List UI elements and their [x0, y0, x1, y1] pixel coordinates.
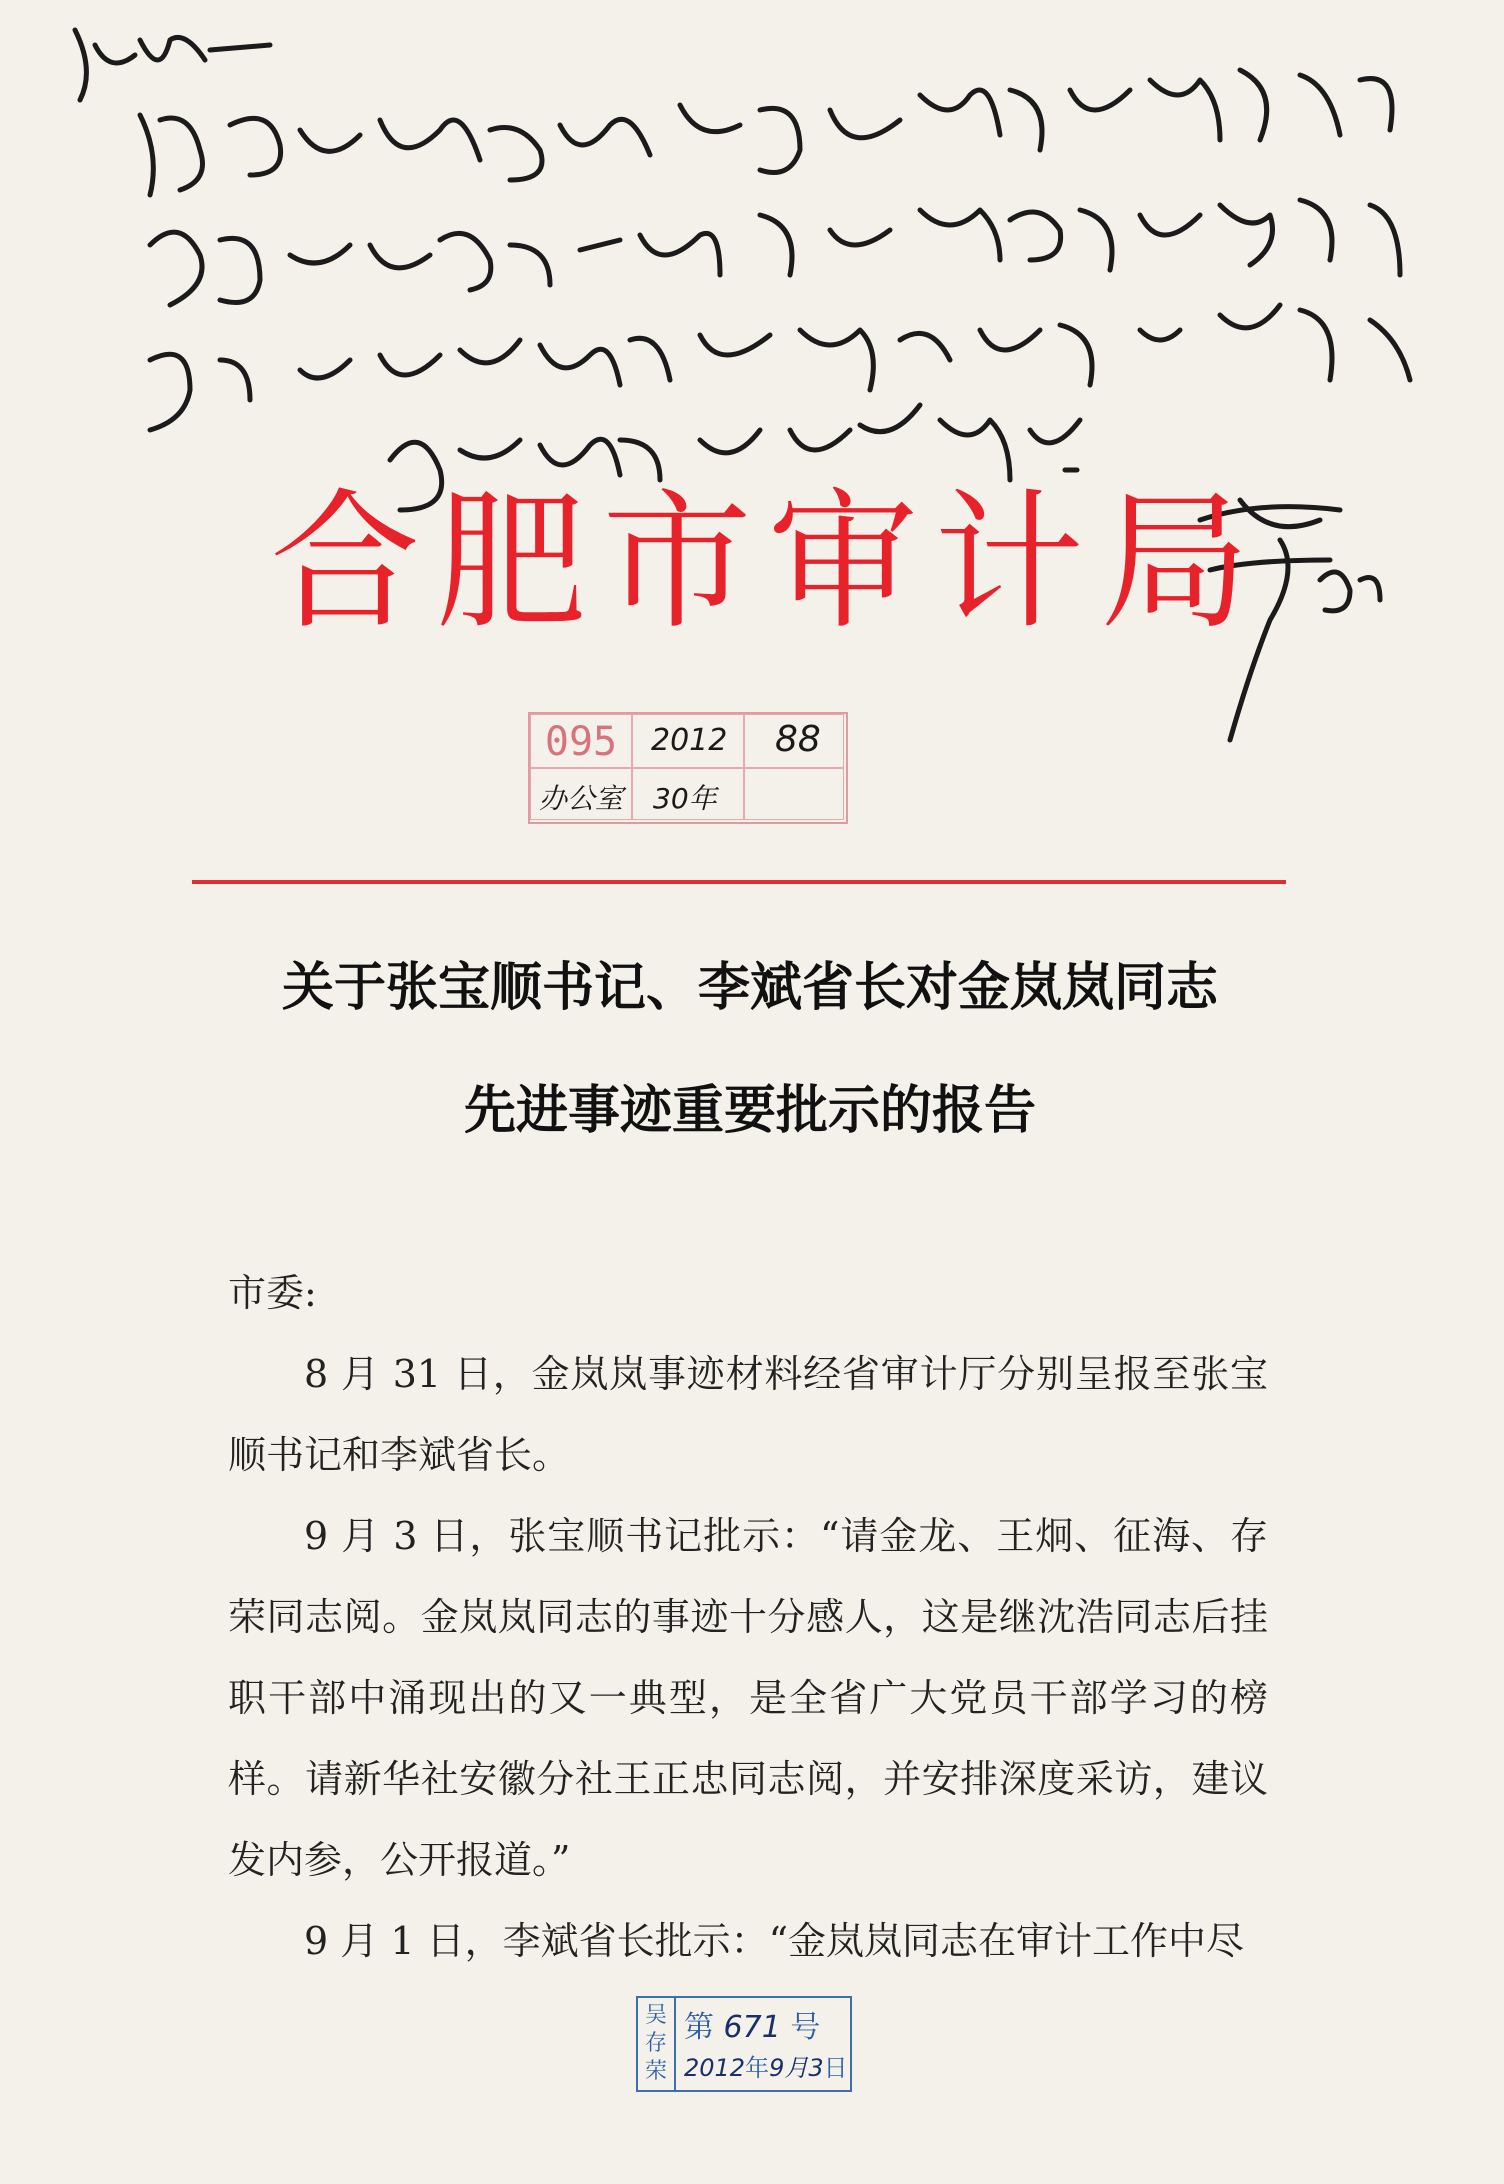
archive-number: 671 — [723, 2010, 781, 2045]
archive-date-year: 2012 — [684, 2054, 746, 2082]
archive-day-unit: 日 — [823, 2054, 848, 2082]
letterhead-char: 市 — [602, 476, 753, 650]
archive-suffix: 号 — [790, 2010, 821, 2045]
archive-date-md: 9月3 — [769, 2054, 824, 2082]
archive-stamp-side-label: 吴存荣 — [638, 1998, 676, 2090]
body-paragraph: 9 月 3 日，张宝顺书记批示：“请金龙、王炯、征海、存荣同志阅。金岚岚同志的事迹十分感人，这是继沈浩同志后挂职干部中涌现出的又一典型，是全省广大党员干部学习的榜样。请新华社安徽分社王正忠同志阅，并安排深度采访，建议发内参，公开报道。” — [228, 1514, 1268, 1882]
receipt-year-cell — [632, 714, 744, 768]
archive-stamp — [636, 1996, 852, 2092]
salutation: 市委: — [228, 1271, 317, 1315]
letterhead-char: 肥 — [436, 476, 587, 650]
receipt-office: 办公室 — [539, 782, 624, 815]
letterhead-char: 局 — [1100, 476, 1251, 650]
archive-year-unit: 年 — [745, 2054, 770, 2082]
receipt-stamp — [528, 712, 848, 824]
body-paragraph: 8 月 31 日，金岚岚事迹材料经省审计厅分别呈报至张宝顺书记和李斌省长。 — [228, 1352, 1268, 1477]
body-paragraphs — [228, 1334, 1268, 1982]
receipt-extra-cell — [744, 768, 844, 820]
receipt-serial: 095 — [530, 714, 632, 768]
document-title-line-1: 关于张宝顺书记、李斌省长对金岚岚同志 — [281, 958, 1218, 1018]
letterhead-divider — [192, 880, 1286, 884]
archive-stamp-date-row — [684, 2048, 848, 2083]
letterhead-char: 合 — [270, 476, 421, 650]
archive-stamp-number-row — [684, 2002, 820, 2046]
receipt-number: 88 — [775, 719, 821, 760]
letterhead-title — [270, 476, 1251, 650]
receipt-year: 2012 — [651, 723, 728, 758]
handwritten-annotation — [0, 0, 1504, 780]
letterhead-char: 计 — [934, 476, 1085, 650]
archive-prefix: 第 — [684, 2010, 714, 2045]
letterhead-char: 审 — [768, 476, 919, 650]
receipt-number-cell — [744, 714, 844, 768]
body-paragraph: 9 月 1 日，李斌省长批示：“金岚岚同志在审计工作中尽 — [304, 1919, 1245, 1963]
receipt-day-cell — [632, 768, 744, 820]
handwriting-strokes — [0, 0, 1504, 780]
receipt-office-cell — [530, 768, 632, 820]
receipt-day: 30年 — [653, 782, 717, 815]
document-title-line-2: 先进事迹重要批示的报告 — [463, 1081, 1036, 1141]
